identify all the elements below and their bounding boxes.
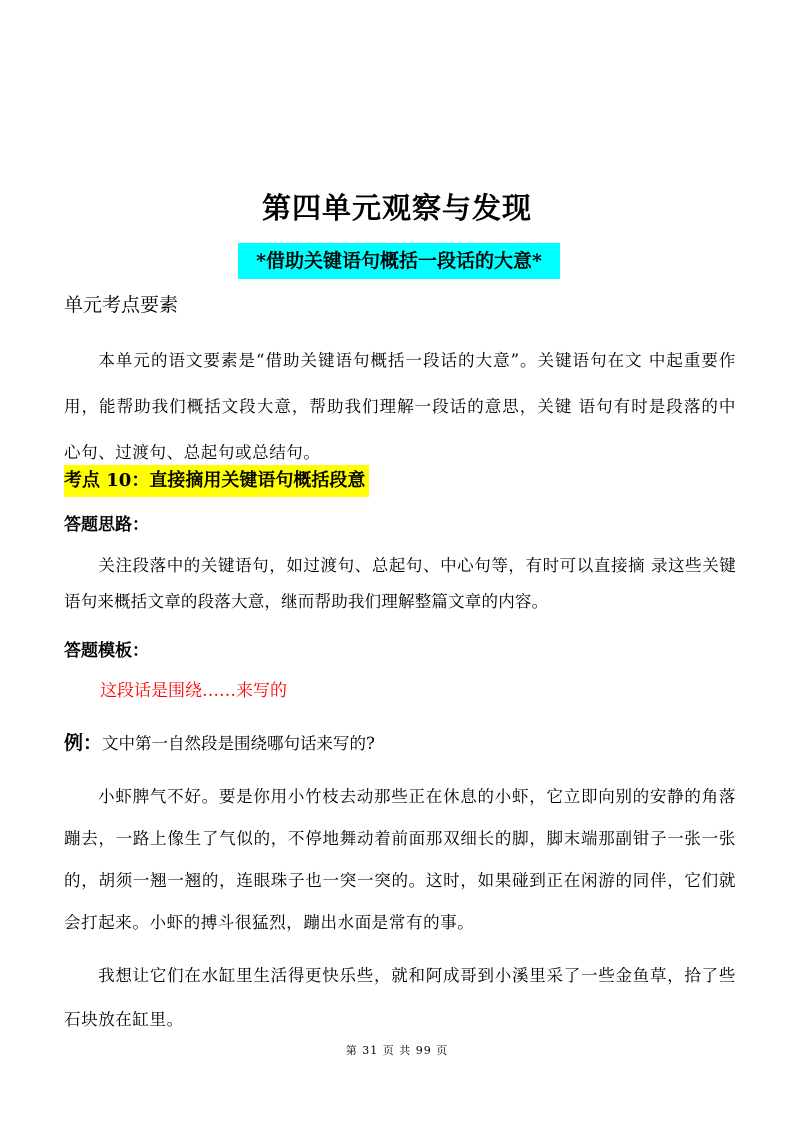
subtitle-highlight: *借助关键语句概括一段话的大意* xyxy=(238,243,560,279)
example-question: 文中第一自然段是围绕哪句话来写的? xyxy=(102,734,375,753)
page-footer: 第 31 页 共 99 页 xyxy=(345,1044,449,1057)
example-passage-2 xyxy=(64,954,736,1042)
section-label: 单元考点要素 xyxy=(64,294,179,316)
kaodian-heading: 考点 10：直接摘用关键语句概括段意 xyxy=(64,465,369,497)
answer-approach-heading: 答题思路： xyxy=(64,515,149,535)
example-passage-1 xyxy=(64,776,736,944)
page-title: 第四单元观察与发现 xyxy=(261,191,532,225)
example-passage-1-text: 小虾脾气不好。要是你用小竹枝去动那些正在休息的小虾，它立即向别的安静的角落蹦去，一路上像生了气似的，不停地舞动着前面那双细长的脚，脚末端那副钳子一张一张的，胡须一翘一翘的，连眼珠子也一突一突的。这时，如果碰到正在闲游的同伴，它们就会打起来。小虾的搏斗很猛烈，蹦出水面是常有的事。 xyxy=(64,787,736,932)
intro-paragraph xyxy=(64,338,736,476)
example-line xyxy=(64,728,375,755)
example-label: 例： xyxy=(64,732,103,754)
answer-template-text: 这段话是围绕……来写的 xyxy=(100,681,287,701)
answer-approach-paragraph xyxy=(64,548,736,620)
intro-text: 本单元的语文要素是“借助关键语句概括一段话的大意”。关键语句在文 中起重要作用，能帮助我们概括文段大意，帮助我们理解一段话的意思，关键 语句有时是段落的中心句、过渡句、总起句或总结句。 xyxy=(64,351,736,462)
answer-approach-text: 关注段落中的关键语句，如过渡句、总起句、中心句等，有时可以直接摘 录这些关键语句来概括文章的段落大意，继而帮助我们理解整篇文章的内容。 xyxy=(64,556,736,611)
answer-template-heading: 答题模板： xyxy=(64,641,149,661)
example-passage-2-text: 我想让它们在水缸里生活得更快乐些，就和阿成哥到小溪里采了一些金鱼草，拾了些石块放在缸里。 xyxy=(64,966,736,1029)
